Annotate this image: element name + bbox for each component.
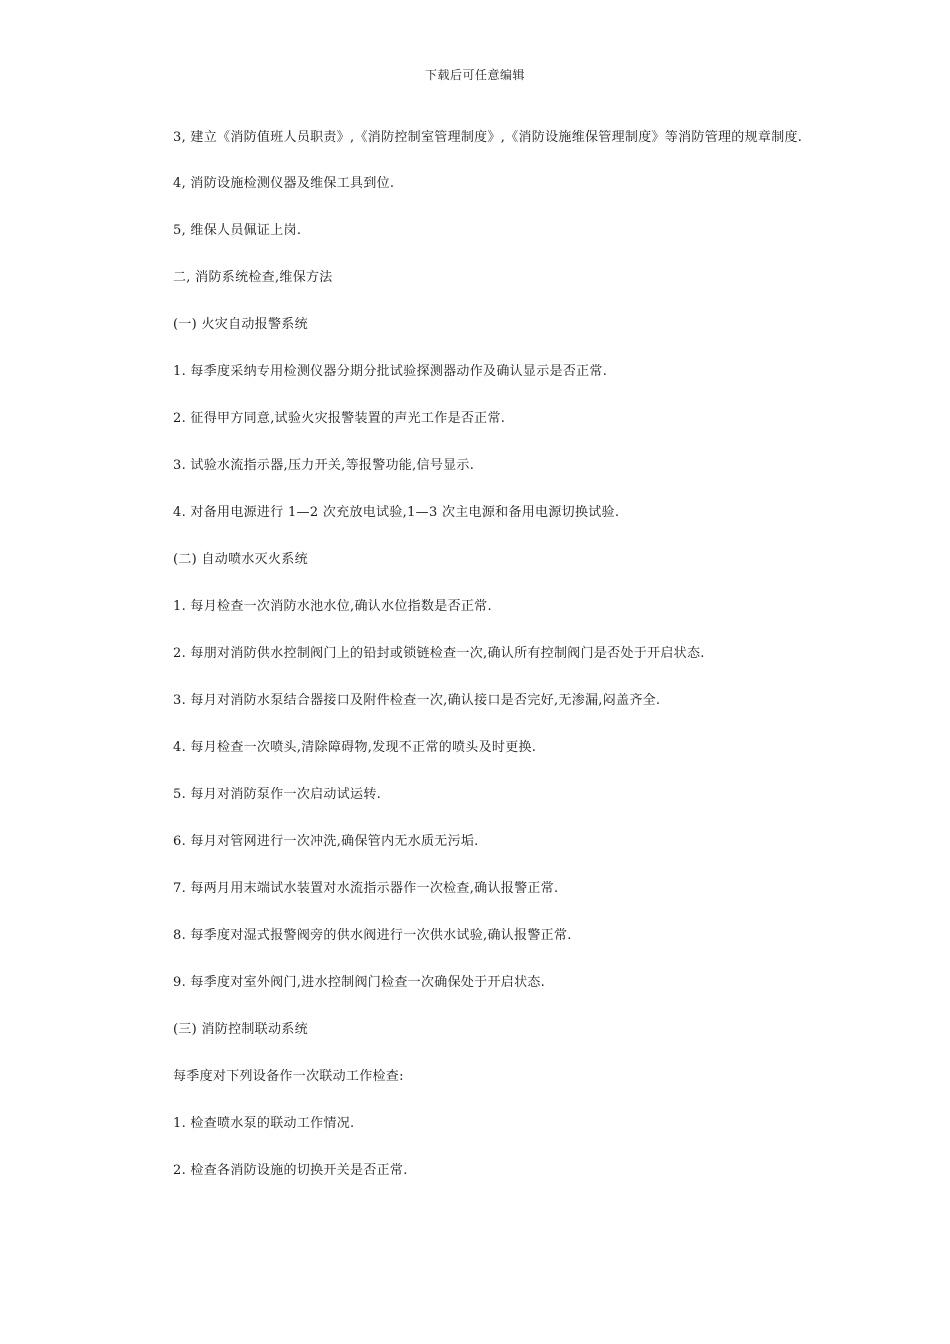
list-item: 1. 每月检查一次消防水池水位,确认水位指数是否正常. xyxy=(173,599,492,614)
list-item: 1. 检查喷水泵的联动工作情况. xyxy=(173,1116,355,1131)
list-item: 7. 每两月用末端试水装置对水流指示器作一次检查,确认报警正常. xyxy=(173,881,559,896)
list-item: 8. 每季度对湿式报警阀旁的供水阀进行一次供水试验,确认报警正常. xyxy=(173,928,572,943)
page-header: 下载后可任意编辑 xyxy=(424,68,525,82)
subsection-heading: (一) 火灾自动报警系统 xyxy=(173,317,308,332)
paragraph: 3, 建立《消防值班人员职责》,《消防控制室管理制度》,《消防设施维保管理制度》等消防管理的规章制度. xyxy=(173,130,803,145)
list-item: 2. 每朋对消防供水控制阀门上的铅封或锁链检查一次,确认所有控制阀门是否处于开启状态. xyxy=(173,646,705,661)
list-item: 3. 试验水流指示器,压力开关,等报警功能,信号显示. xyxy=(173,458,475,473)
list-item: 2. 征得甲方同意,试验火灾报警装置的声光工作是否正常. xyxy=(173,411,506,426)
list-item: 2. 检查各消防设施的切换开关是否正常. xyxy=(173,1163,408,1178)
list-item: 6. 每月对管网进行一次冲洗,确保管内无水质无污垢. xyxy=(173,834,479,849)
list-item: 4. 每月检查一次喷头,清除障碍物,发现不正常的喷头及时更换. xyxy=(173,740,537,755)
document-body xyxy=(145,126,805,1206)
subsection-heading: (三) 消防控制联动系统 xyxy=(173,1022,308,1037)
paragraph: 5, 维保人员佩证上岗. xyxy=(173,223,302,238)
paragraph: 4, 消防设施检测仪器及维保工具到位. xyxy=(173,176,395,191)
list-item: 1. 每季度采纳专用检测仪器分期分批试验探测器动作及确认显示是否正常. xyxy=(173,364,608,379)
list-item: 5. 每月对消防泵作一次启动试运转. xyxy=(173,787,382,802)
subsection-heading: (二) 自动喷水灭火系统 xyxy=(173,552,308,567)
section-heading: 二, 消防系统检查,维保方法 xyxy=(173,270,333,285)
paragraph: 每季度对下列设备作一次联动工作检查: xyxy=(173,1069,404,1084)
list-item: 9. 每季度对室外阀门,进水控制阀门检查一次确保处于开启状态. xyxy=(173,975,546,990)
list-item: 3. 每月对消防水泵结合器接口及附件检查一次,确认接口是否完好,无渗漏,闷盖齐全. xyxy=(173,693,661,708)
list-item: 4. 对备用电源进行 1—2 次充放电试验,1—3 次主电源和备用电源切换试验. xyxy=(173,505,620,520)
